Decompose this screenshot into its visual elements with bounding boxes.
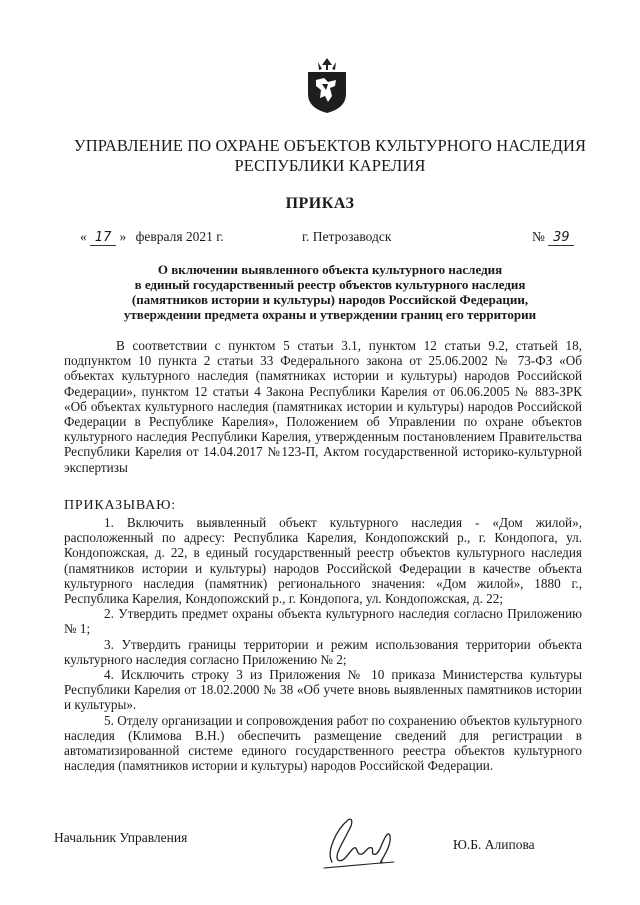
order-subject [80, 262, 580, 322]
order-date [80, 229, 224, 246]
agency-name-line-1: УПРАВЛЕНИЕ ПО ОХРАНЕ ОБЪЕКТОВ КУЛЬТУРНОГО НАСЛЕДИЯ [73, 136, 587, 155]
date-close-quote: » [119, 229, 127, 244]
preamble-text: В соответствии с пунктом 5 статьи 3.1, пунктом 12 статьи 9.2, статьей 18, подпунктом 10 пункта 2 статьи 33 Федерального закона от 25.06.2002 № 73-ФЗ «Об объектах культурного наследия (памятниках истории и культуры) народов Российской Федерации», пунктом 12 статьи 4 Закона Республики Карелия от 06.06.2005 № 883-ЗРК «Об объектах культурного наследия (памятниках истории и культуры) народов Российской Федерации в Республике Карелия», Положением об Управлении по охране объектов культурного наследия Республики Карелия, утвержденным постановлением Правительства Республики Карелия от 14.04.2017 №123-П, Актом государственной историко-культурной экспертизы [64, 338, 582, 475]
preamble [64, 338, 582, 475]
order-item-3: 3. Утвердить границы территории и режим использования территории объекта культурного наследия согласно Приложению № 2; [64, 636, 582, 667]
document-type: ПРИКАЗ [285, 195, 355, 212]
agency-name [60, 136, 600, 176]
coat-of-arms-icon [302, 56, 352, 114]
date-open-quote: « [80, 229, 87, 244]
order-items [64, 515, 582, 773]
order-item-1: 1. Включить выявленный объект культурного наследия - «Дом жилой», расположенный по адресу: Республика Карелия, Кондопожский р., г. Кондопога, ул. Кондопожская, д. 22, в единый государственный реестр объектов культурного наследия (памятников истории и культуры) народов Российской Федерации в качестве объекта культурного наследия (памятник) регионального значения: «Дом жилой», 1880 г., Республика Карелия, Кондопожский р., г. Кондопога, ул. Кондопожская, д. 22; [64, 515, 582, 607]
date-month-year: февраля 2021 г. [135, 229, 224, 244]
signer-title: Начальник Управления [54, 830, 188, 845]
subject-line-3: (памятников истории и культуры) народов Российской Федерации, [131, 292, 529, 307]
order-item-5: 5. Отделу организации и сопровождения работ по сохранению объектов культурного наследия (Климова В.Н.) обеспечить размещение сведений для регистрации в автоматизированной системе единого государственного реестра объектов культурного наследия (памятников истории и культуры) народов Российской Федерации. [64, 712, 582, 774]
date-day: 17 [90, 230, 116, 246]
order-number-value: 39 [548, 230, 574, 246]
order-number [532, 229, 574, 246]
order-item-4: 4. Исключить строку 3 из Приложения № 10 приказа Министерства культуры Республики Карелия от 18.02.2000 № 38 «Об учете вновь выявленных памятников истории и культуры». [64, 667, 582, 713]
order-word: ПРИКАЗЫВАЮ: [64, 498, 176, 513]
subject-line-4: утверждении предмета охраны и утверждении границ его территории [123, 307, 537, 322]
handwritten-signature [318, 812, 400, 874]
order-item-2: 2. Утвердить предмет охраны объекта культурного наследия согласно Приложению № 1; [64, 606, 582, 637]
order-city: г. Петрозаводск [302, 229, 392, 244]
subject-line-1: О включении выявленного объекта культурного наследия [157, 262, 503, 277]
agency-name-line-2: РЕСПУБЛИКИ КАРЕЛИЯ [234, 156, 426, 175]
order-number-prefix: № [532, 229, 545, 244]
subject-line-2: в единый государственный реестр объектов культурного наследия [134, 277, 526, 292]
signer-name: Ю.Б. Алипова [453, 837, 535, 852]
